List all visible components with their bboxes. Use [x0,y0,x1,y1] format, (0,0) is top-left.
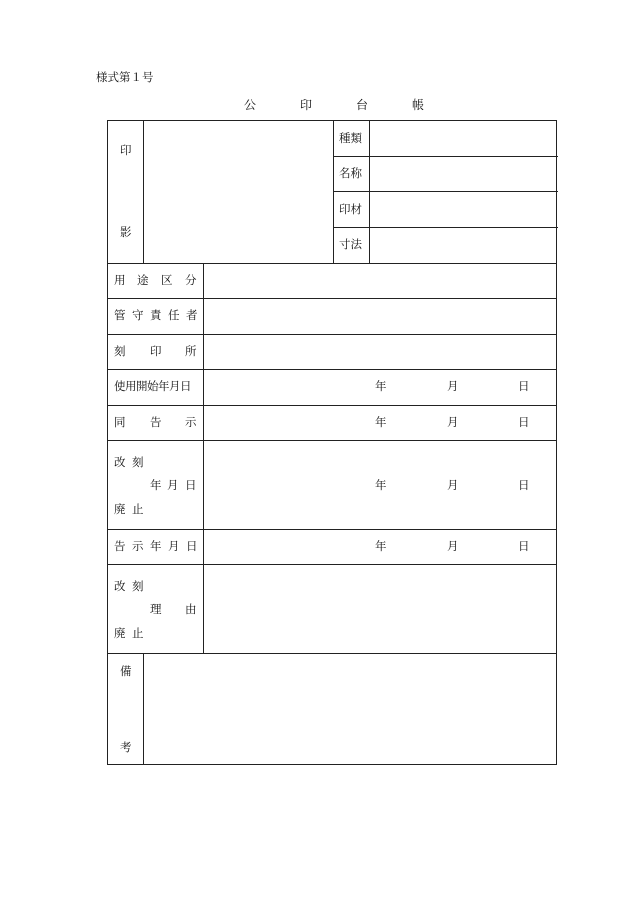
revision-date-label: 改 刻 年 月 日 廃 止 [114,455,197,516]
seal-field-type-label: 種類 [339,131,362,145]
seal-label-top: 印 [120,143,132,157]
revision-reason-field[interactable] [204,565,556,652]
remarks-field[interactable] [144,654,556,764]
date-unit-day: 日 [518,379,530,393]
revision-reason-label: 改 刻 理 由 廃 止 [114,579,197,640]
date-unit-year: 年 [375,539,387,553]
date-unit-day: 日 [518,539,530,553]
remarks-label-bottom: 考 [120,740,132,754]
title-char: 印 [300,98,313,112]
seal-impression-area[interactable] [144,122,332,262]
rule [333,121,334,263]
start-date-label: 使用開始年月日 [114,379,191,393]
title-char: 台 [356,98,369,112]
date-unit-month: 月 [447,379,459,393]
title-char: 帳 [412,98,425,112]
keeper-field[interactable] [204,299,556,333]
date-unit-day: 日 [518,478,530,492]
seal-material-field[interactable] [370,192,556,226]
seal-field-material-label: 印材 [339,202,362,216]
date-unit-year: 年 [375,415,387,429]
date-unit-year: 年 [375,379,387,393]
date-unit-day: 日 [518,415,530,429]
date-unit-year: 年 [375,478,387,492]
start-date-field[interactable] [204,370,556,404]
date-unit-month: 月 [447,478,459,492]
engraver-field[interactable] [204,335,556,368]
date-unit-month: 月 [447,415,459,429]
remarks-label-top: 備 [120,664,132,678]
seal-name-field[interactable] [370,157,556,190]
seal-label-bottom: 影 [120,225,132,239]
seal-field-name-label: 名称 [339,166,362,180]
revision-notice-date-field[interactable] [204,530,556,563]
seal-size-field[interactable] [370,228,556,262]
usage-field[interactable] [204,264,556,297]
seal-type-field[interactable] [370,122,556,155]
date-unit-month: 月 [447,539,459,553]
register-table: 印 影 種類 名称 印材 寸法 用 途 区 分 管 守 責 任 者 刻 印 所 使用開始年月日 年 月 日 同 告 示 年 月 日 改 刻 年 月 日 廃 止 年 月 日 告 示 年 月 日 年 月 日 改 刻 理 由 廃 止 備 考 [107,120,557,765]
title-char: 公 [244,98,257,112]
notice-date-field[interactable] [204,406,556,439]
form-number: 様式第１号 [96,70,154,84]
revision-date-field[interactable] [204,441,556,528]
seal-field-size-label: 寸法 [339,237,362,251]
